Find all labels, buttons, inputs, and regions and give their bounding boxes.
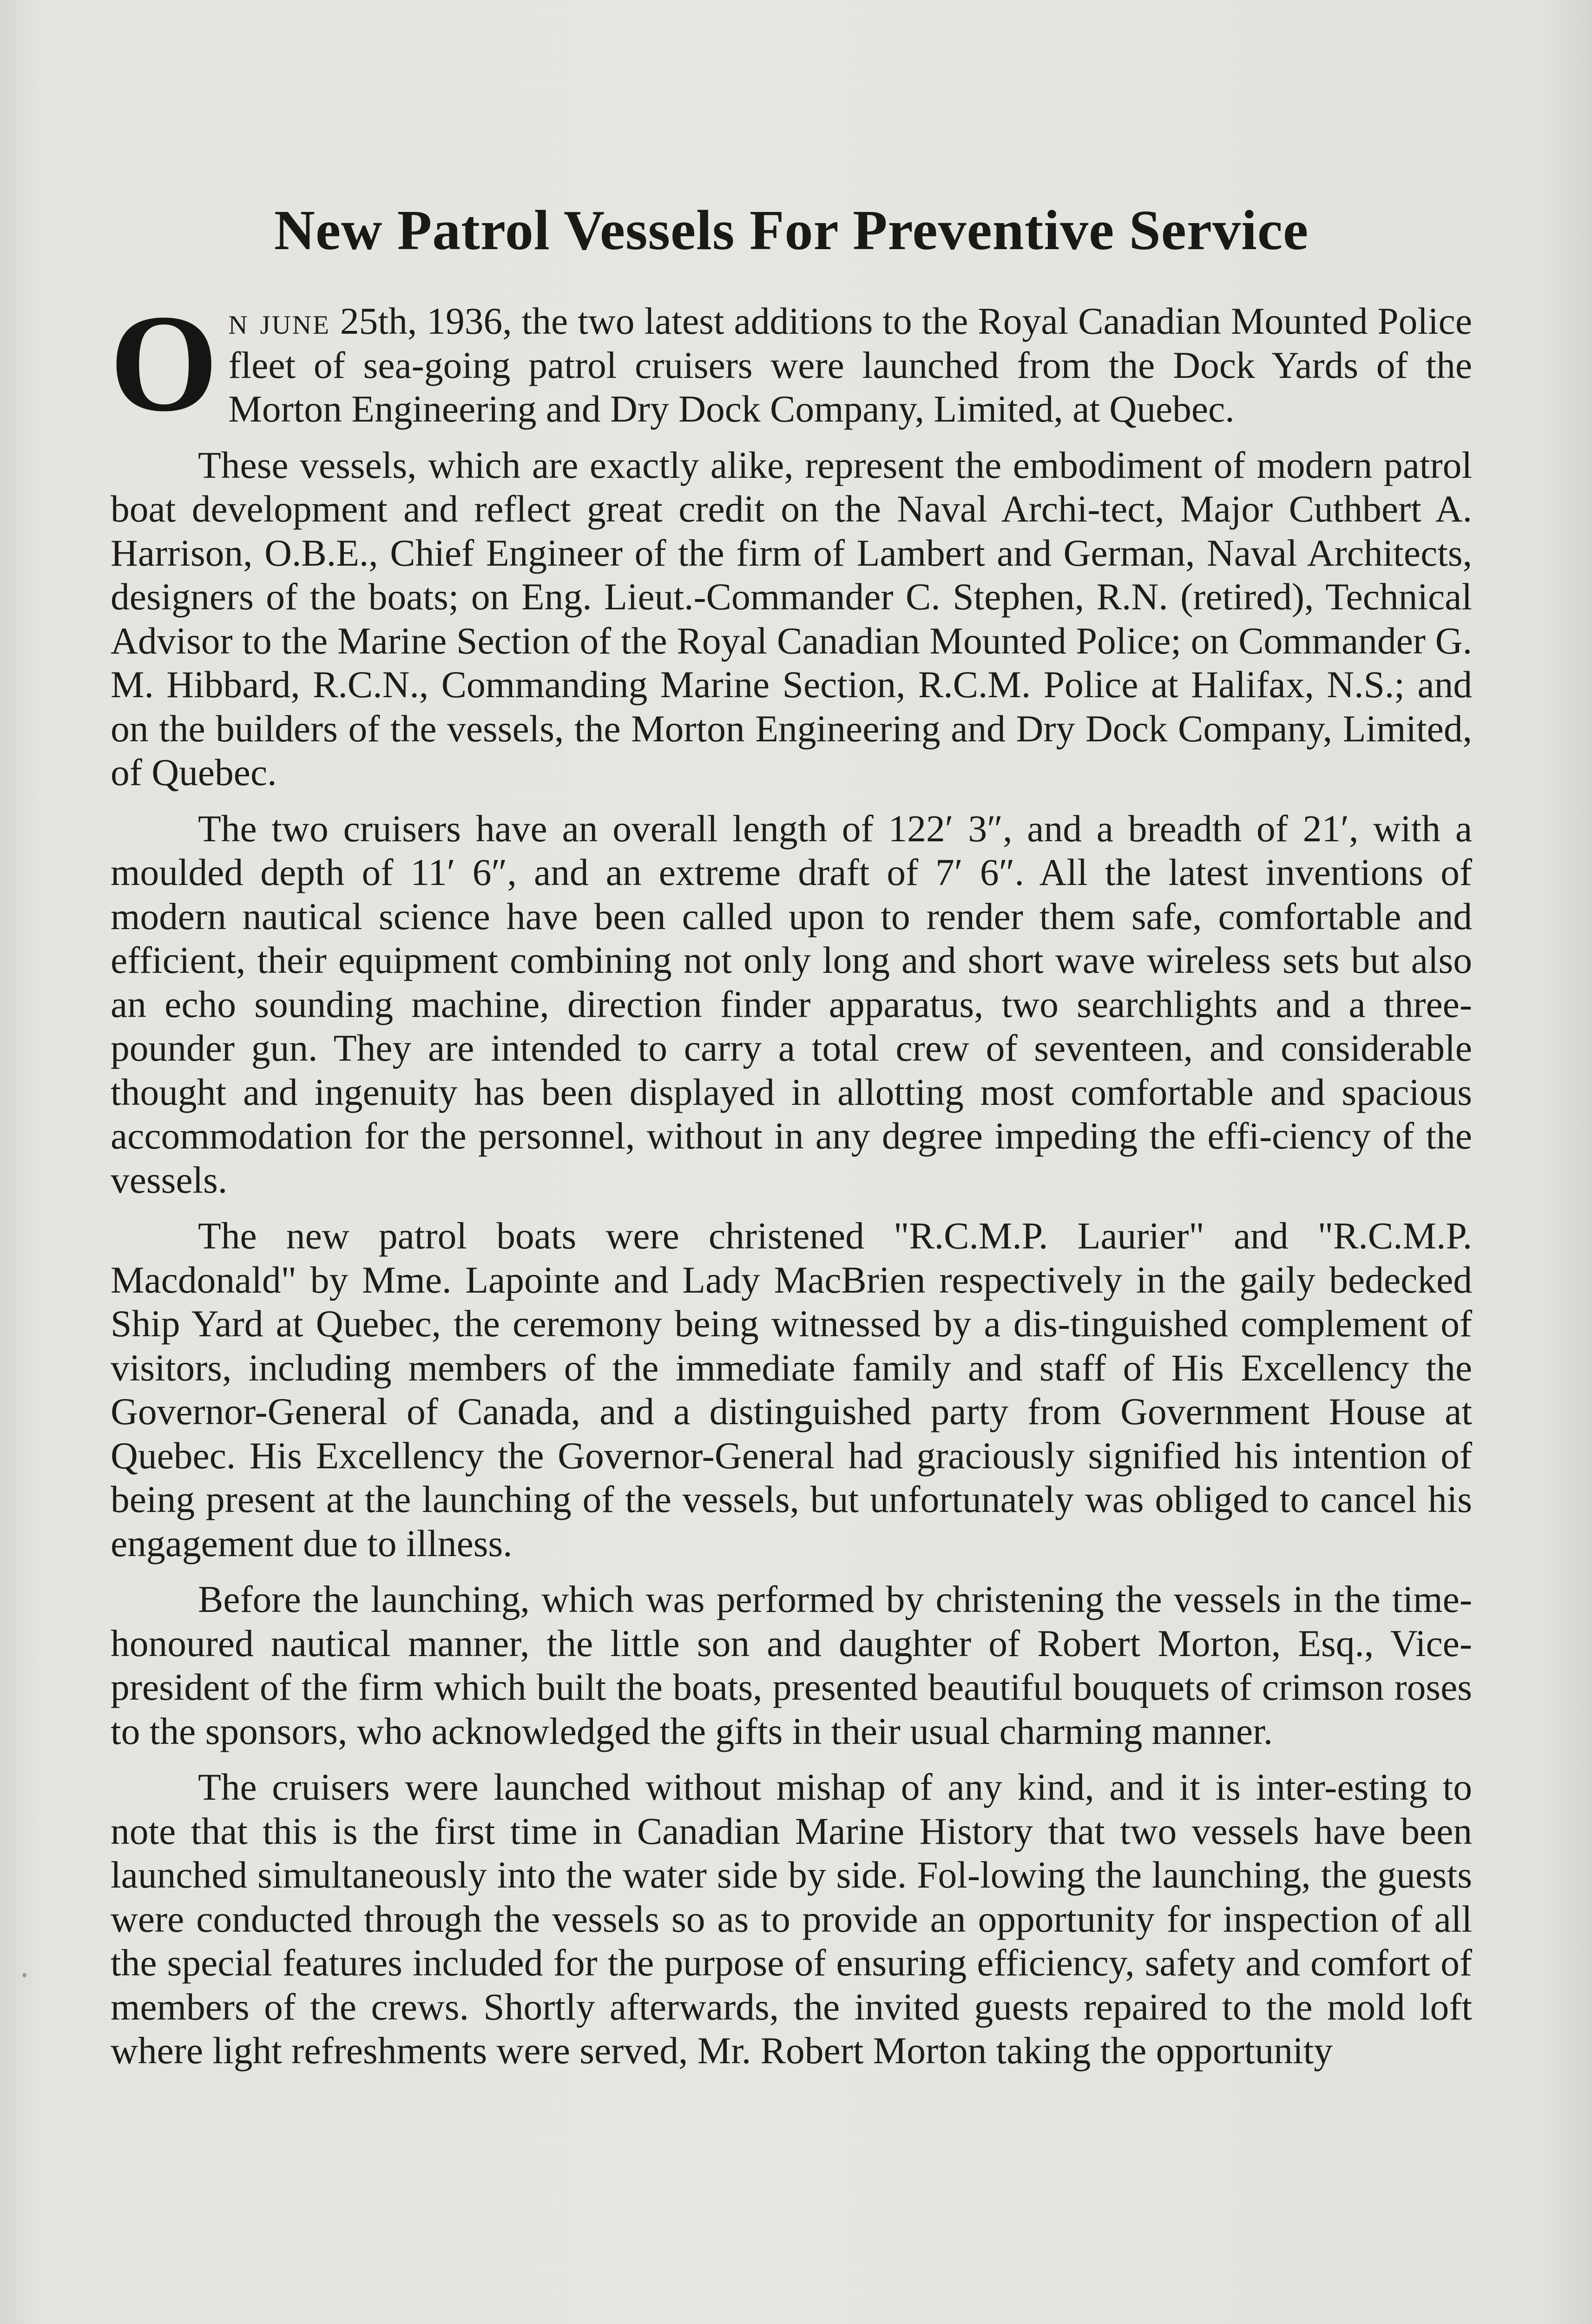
scan-speck <box>22 1973 26 1977</box>
drop-cap-letter: O <box>110 286 218 440</box>
opening-smallcaps: n june <box>228 300 330 342</box>
paragraph-6: The cruisers were launched without mishap of any kind, and it is inter-esting to note that this is the first time in Canadian Marine History that two vessels have been launched simultaneously into the water side by side. Fol-lowing the launching, the guests were conducted through the vessels so as to provide an opportunity for inspection of all the special features included for the purpose of ensuring efficiency, safety and comfort of members of the crews. Shortly afterwards, the invited guests repaired to the mold loft where light refreshments were served, Mr. Robert Morton taking the opportunity <box>111 1766 1472 2072</box>
paragraph-1-text: 25th, 1936, the two latest additions to the Royal Canadian Mounted Police fleet of sea-going patrol cruisers were launched from the Dock Yards of the Morton Engineering and Dry Dock Company, Limited, at Quebec. <box>228 300 1472 430</box>
paragraph-2: These vessels, which are exactly alike, represent the embodiment of modern patrol boat development and reflect great credit on the Naval Archi-tect, Major Cuthbert A. Harrison, O.B.E., Chief Engineer of the firm of Lambert and German, Naval Architects, designers of the boats; on Eng. Lieut.-Commander C. Stephen, R.N. (retired), Technical Advisor to the Marine Section of the Royal Canadian Mounted Police; on Commander G. M. Hibbard, R.C.N., Commanding Marine Section, R.C.M. Police at Halifax, N.S.; and on the builders of the vessels, the Morton Engineering and Dry Dock Company, Limited, of Quebec. <box>111 443 1472 793</box>
paragraph-5: Before the launching, which was performed by christening the vessels in the time-honoured nautical manner, the little son and daughter of Robert Morton, Esq., Vice-president of the firm which built the boats, presented beautiful bouquets of crimson roses to the sponsors, who acknowledged the gifts in their usual charming manner. <box>111 1578 1472 1752</box>
paragraph-1 <box>110 286 1472 440</box>
paragraph-4: The new patrol boats were christened "R.C.M.P. Laurier" and "R.C.M.P. Macdonald" by Mme. Lapointe and Lady MacBrien respectively in the gaily bedecked Ship Yard at Quebec, the ceremony being witnessed by a dis-tinguished complement of visitors, including members of the immediate family and staff of His Excellency the Governor-General of Canada, and a distinguished party from Government House at Quebec. His Excellency the Governor-General had graciously signified his intention of being present at the launching of the vessels, but unfortunately was obliged to cancel his engagement due to illness. <box>111 1215 1472 1565</box>
paragraph-3: The two cruisers have an overall length of 122′ 3″, and a breadth of 21′, with a moulded depth of 11′ 6″, and an extreme draft of 7′ 6″. All the latest inventions of modern nautical science have been called upon to render them safe, comfortable and efficient, their equipment combining not only long and short wave wireless sets but also an echo sounding machine, direction finder apparatus, two searchlights and a three-pounder gun. They are intended to carry a total crew of seventeen, and considerable thought and ingenuity has been displayed in allotting most comfortable and spacious accommodation for the personnel, without in any degree impeding the effi-ciency of the vessels. <box>111 807 1472 1201</box>
article-title: New Patrol Vessels For Preventive Service <box>274 199 1309 262</box>
article-column <box>111 195 1472 2085</box>
article-body <box>110 286 1472 2073</box>
